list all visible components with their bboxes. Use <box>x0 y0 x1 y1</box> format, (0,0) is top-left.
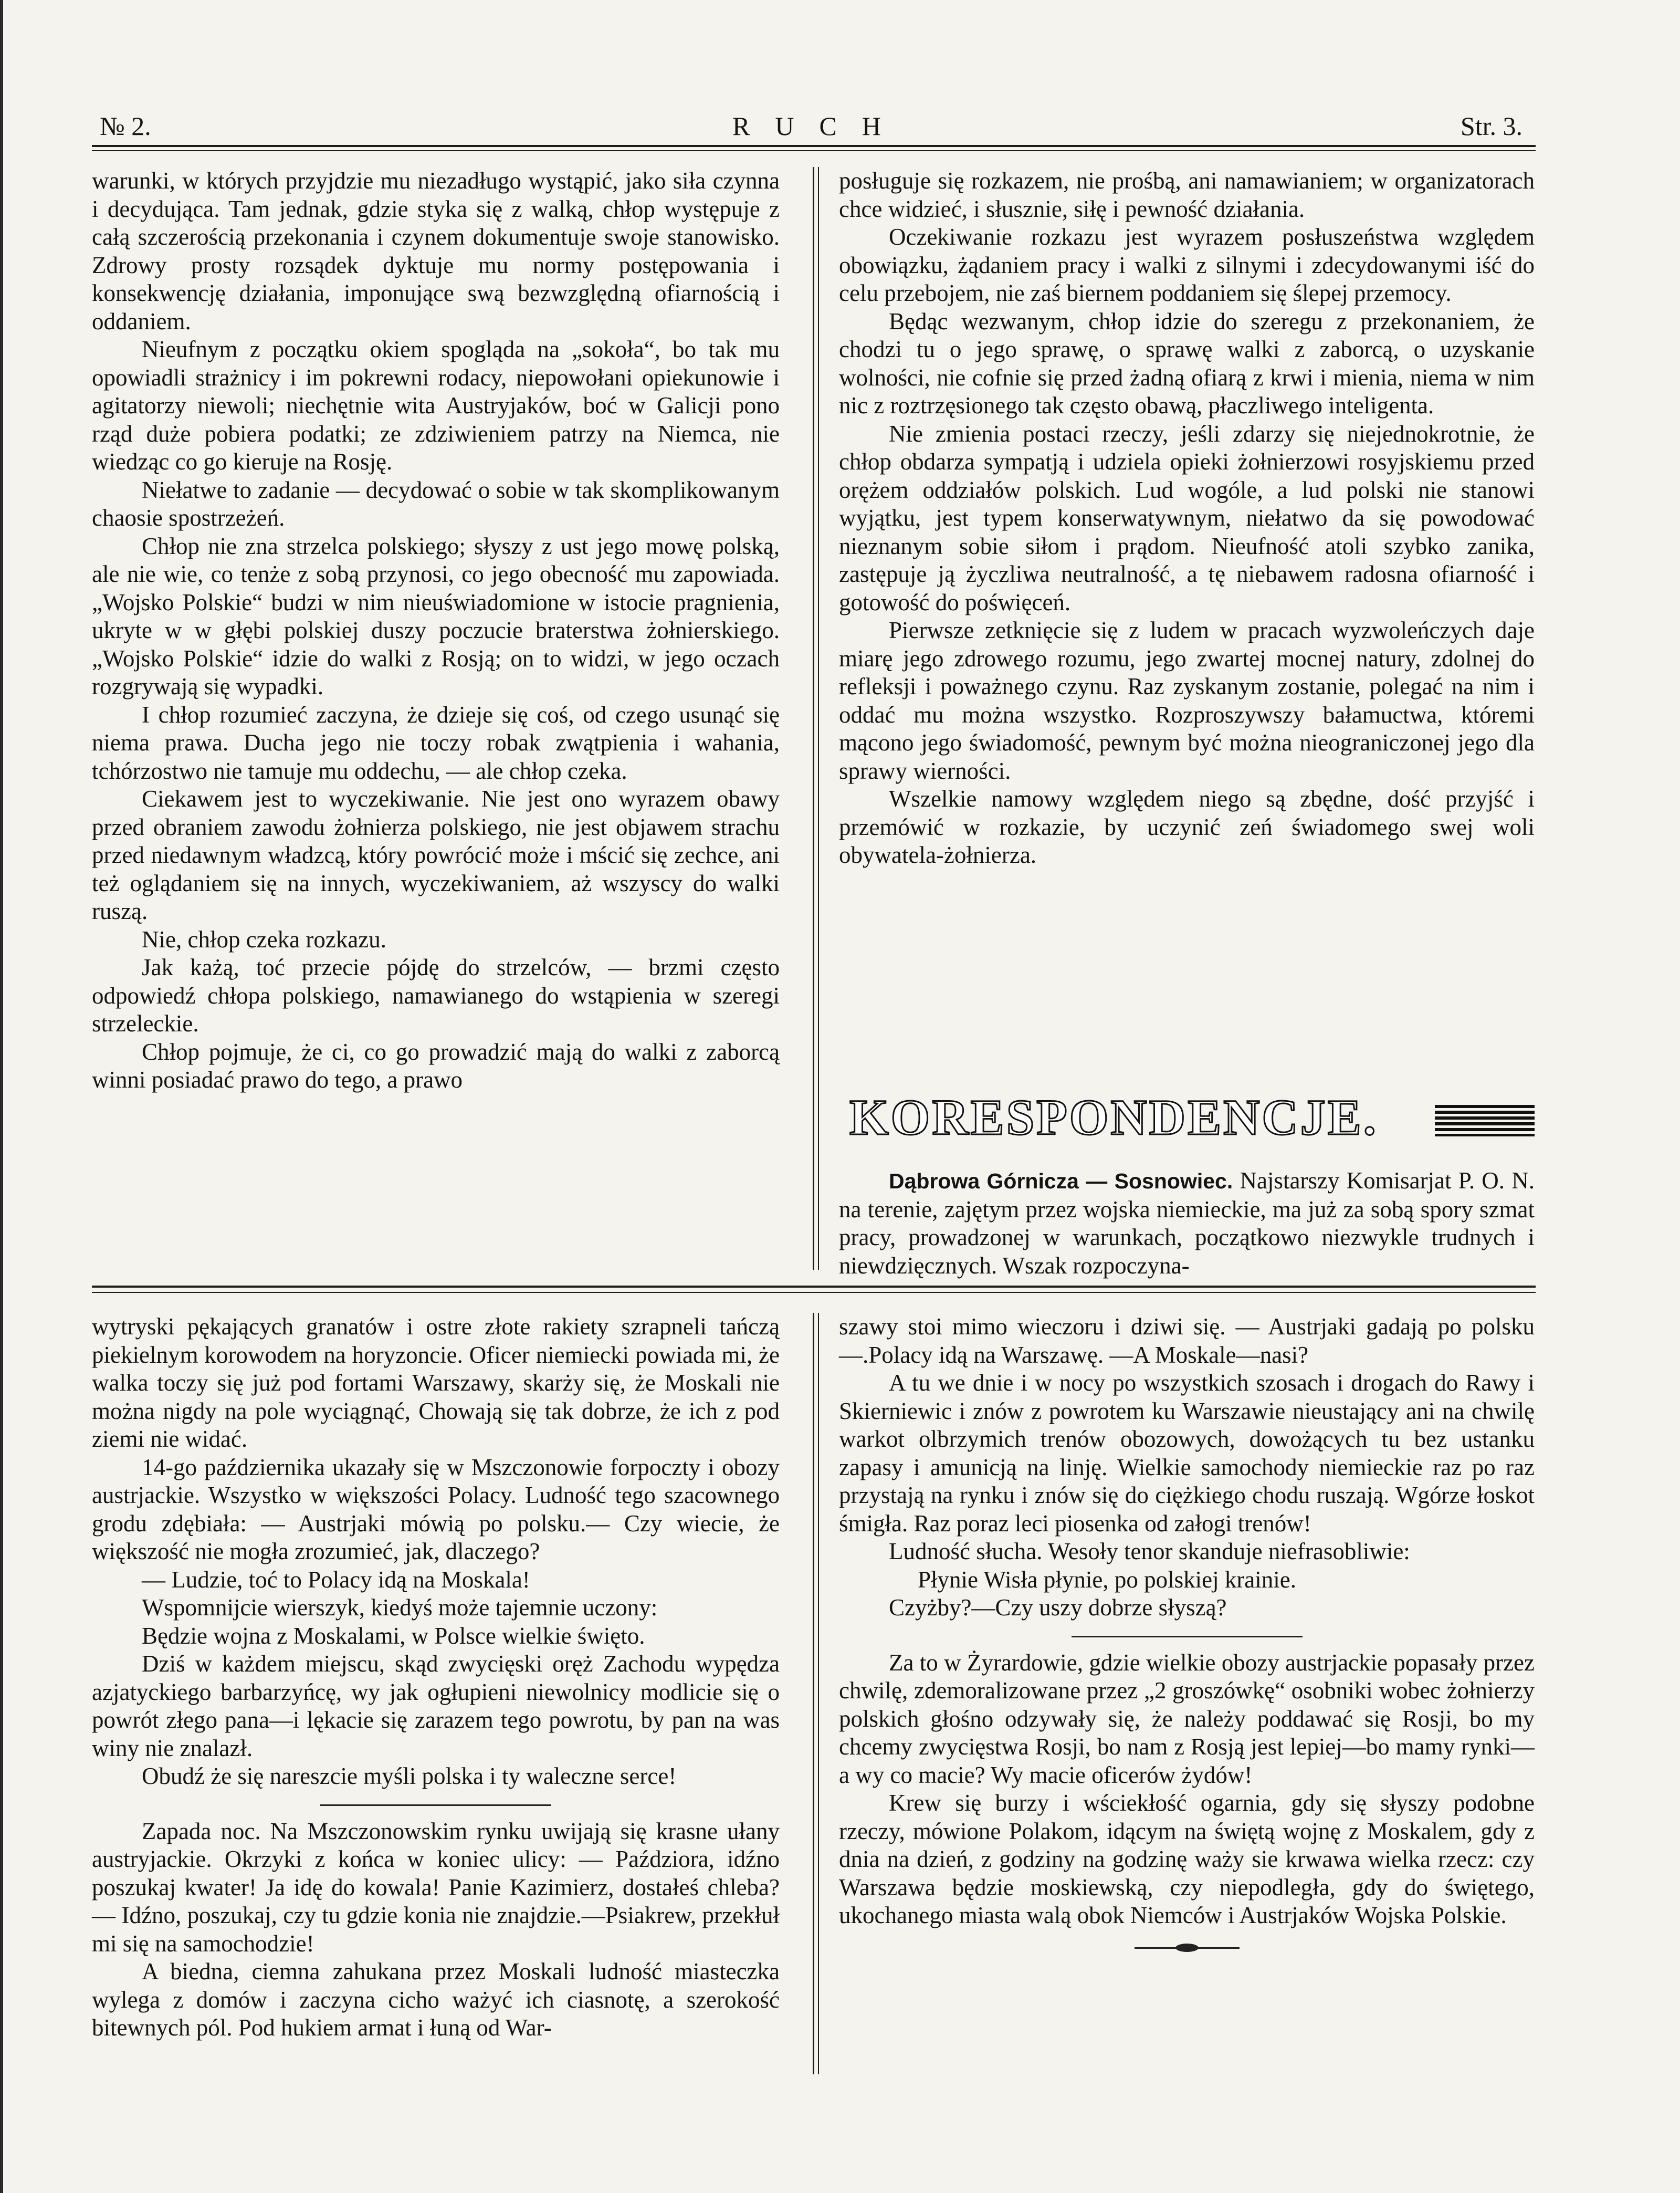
bottom-left-column <box>92 1313 780 2074</box>
paragraph: wytryski pękających granatów i ostre złote rakiety szrapneli tańczą piekielnym korowodem na horyzoncie. Oficer niemiecki powiada mi, że walka toczy się już pod fortami Warszawy, skarży się, że Moskali nie można nigdy na pole wyciągnąć, Chowają się tak dobrze, że ich z pod ziemi nie widać. <box>92 1313 780 1452</box>
paragraph: Pierwsze zetknięcie się z ludem w pracach wyzwoleńczych daje miarę jego zdrowego rozumu, jego zwartej mocnej natury, zdolnej do refleksji i poważnego czynu. Raz zyskanym zostanie, polegać na nim i oddać mu można wszystko. Rozproszywszy bałamuctwa, któremi mącono jego świadomość, pewnym być można nieograniczonej jego dla sprawy wierności. <box>839 617 1535 784</box>
column-rule-top <box>813 167 814 1270</box>
correspondence-location: Dąbrowa Górnicza — Sosnowiec. <box>889 1169 1233 1193</box>
separator-line <box>1072 1636 1303 1637</box>
header-rule-thin <box>92 150 1536 151</box>
paragraph: posługuje się rozkazem, nie prośbą, ani namawianiem; w organizatorach chce widzieć, i słusznie, siłę i pewność działania. <box>839 168 1535 222</box>
top-right-column <box>839 167 1535 1060</box>
paragraph: Chłop nie zna strzelca polskiego; słyszy z ust jego mowę polską, ale nie wie, co tenże z sobą przynosi, co jego obecność mu zapowiada. „Wojsko Polskie“ budzi w nim nieuświadomione w istocie pragnienia, ukryte w w głębi polskiej duszy poczucie braterstwa żołnierskiego. „Wojsko Polskie“ idzie do walki z Rosją; on to widzi, w jego oczach rozgrywają się wypadki. <box>92 532 780 699</box>
section-heading-text: KORESPONDENCJE. <box>849 1089 1378 1145</box>
paragraph: Za to w Żyrardowie, gdzie wielkie obozy austrjackie popasały przez chwilę, zdemoralizowane przez „2 groszówkę“ osobniki wobec żołnierzy polskich głośno odzywały się, że należy poddawać się Rosji, bo my chcemy zwycięstwa Rosji, bo nam z Rosją jest lepiej—bo mamy rynki—a wy co macie? Wy macie oficerów żydów! <box>839 1649 1535 1788</box>
top-left-column <box>92 167 780 1291</box>
paragraph: Ludność słucha. Wesoły tenor skanduje niefrasobliwie: <box>889 1538 1410 1564</box>
paragraph: — Ludzie, toć to Polacy idą na Moskala! <box>142 1566 530 1593</box>
page-edge <box>0 0 3 2193</box>
paragraph: szawy stoi mimo wieczoru i dziwi się. — Austrjaki gadają po polsku—.Polacy idą na Warszawę. —A Moskale—nasi? <box>839 1313 1535 1368</box>
paragraph: Wspomnijcie wierszyk, kiedyś może tajemnie uczony: <box>142 1594 658 1621</box>
paragraph: Dziś w każdem miejscu, skąd zwycięski oręż Zachodu wypędza azjatyckiego barbarzyńcę, wy jak ogłupieni niewolnicy modlicie się o powrót złego pana—i lękacie się zarazem tego powrotu, by pan na was winy nie znalazł. <box>92 1651 780 1761</box>
column-rule-bottom-2 <box>818 1313 819 2074</box>
paragraph: I chłop rozumieć zaczyna, że dzieje się coś, od czego usunąć się niema prawa. Ducha jego nie toczy robak zwątpienia i wahania, tchórzostwo nie tamuje mu oddechu, — ale chłop czeka. <box>92 701 780 784</box>
paragraph: Nieufnym z początku okiem spogląda na „sokoła“, bo tak mu opowiadli strażnicy i im pokrewni rodacy, niepowołani opiekunowie i agitatorzy niewoli; niechętnie wita Austryjaków, boć w Galicji pono rząd duże pobiera podatki; ze zdziwieniem patrzy na Niemca, nie wiedząc co go kieruje na Rosję. <box>92 336 780 475</box>
paragraph: 14-go października ukazały się w Mszczonowie forpoczty i obozy austrjackie. Wszystko w większości Polacy. Ludność tego szacownego grodu zdębiała: — Austrjaki mówią po polsku.— Czy wiecie, że większość nie mogła zrozumieć, jak, dlaczego? <box>92 1454 780 1564</box>
paragraph: Niełatwe to zadanie — decydować o sobie w tak skomplikowanym chaosie spostrzeżeń. <box>92 476 780 531</box>
correspondence-text: Najstarszy Komisarjat P. O. N. na terenie, zajętym przez wojska niemieckie, ma już za sobą spory szmat pracy, prowadzonej w warunkach, początkowo niezwykle trudnych i niewdzięcznych. Wszak rozpoczyna- <box>839 1167 1535 1279</box>
section-divider <box>92 1286 1536 1288</box>
heading-ornament-bars <box>1435 1105 1535 1136</box>
separator-line <box>320 1804 551 1806</box>
paragraph: Obudź że się nareszcie myśli polska i ty waleczne serce! <box>142 1763 677 1789</box>
paragraph: A tu we dnie i w nocy po wszystkich szosach i drogach do Rawy i Skierniewic i znów z powrotem ku Warszawie nieustający ani na chwilę warkot olbrzymich trenów obozowych, dowożących tu bez ustanku zapasy i amunicją na linję. Wielkie samochody niemieckie raz po raz przystają na rynku i znów się do ciężkiego chodu ruszają. Wgórze łoskot śmigła. Raz poraz leci piosenka od załogi trenów! <box>839 1370 1535 1537</box>
paragraph: Wszelkie namowy względem niego są zbędne, dość przyjść i przemówić w rozkazie, by uczynić zeń świadomego swej woli obywatela-żołnierza. <box>839 786 1535 868</box>
column-rule-top-2 <box>818 167 819 1270</box>
paragraph: Nie, chłop czeka rozkazu. <box>142 926 386 953</box>
newspaper-title: RUCH <box>732 111 906 141</box>
paragraph: warunki, w których przyjdzie mu niezadługo wystąpić, jako siła czynna i decydująca. Tam jednak, gdzie styka się z walką, chłop występuje z całą szczerością przekonania i czynem dokumentuje swoje stanowisko. Zdrowy prosty rozsądek dyktuje mu normy postępowania i konsekwencję działania, imponujące swą bezwzględną ofiarnością i oddaniem. <box>92 168 780 335</box>
section-divider-thin <box>92 1292 1536 1293</box>
header-rule <box>92 145 1536 147</box>
paragraph: Zapada noc. Na Mszczonowskim rynku uwijają się krasne ułany austryjackie. Okrzyki z końca w koniec ulicy: — Paździora, idźno poszukaj kwater! Ja idę do kowala! Panie Kazimierz, dostałeś chleba? — Idźno, poszukaj, czy tu gdzie konia nie znajdzie.—Psiakrew, przekłuł mi się na samochodzie! <box>92 1818 780 1957</box>
paragraph: Nie zmienia postaci rzeczy, jeśli zdarzy się niejednokrotnie, że chłop obdarza sympatją i udziela opieki żołnierzowi rosyjskiemu przed orężem oddziałów polskich. Lud wogóle, a lud polski nie stanowi wyjątku, jest typem konserwatywnym, niełatwo da się powodować nieznanym sobie siłom i prądom. Nieufność atoli szybko zanika, zastępuje ją życzliwa neutralność, a tę niebawem radosna ofiarność i gotowość do poświęceń. <box>839 420 1535 615</box>
end-ornament <box>1135 1944 1240 1952</box>
paragraph: Chłop pojmuje, że ci, co go prowadzić mają do walki z zaborcą winni posiadać prawo do tego, a prawo <box>92 1038 780 1093</box>
paragraph: Oczekiwanie rozkazu jest wyrazem posłuszeństwa względem obowiązku, żądaniem pracy i walki z silnymi i zdecydowanymi iść do celu przebojem, nie zaś biernem poddaniem się ślepej przemocy. <box>839 224 1535 306</box>
correspondence-column <box>839 1167 1535 1282</box>
issue-number: № 2. <box>100 111 151 141</box>
paragraph: Czyżby?—Czy uszy dobrze słyszą? <box>889 1594 1227 1621</box>
paragraph: A biedna, ciemna zahukana przez Moskali ludność miasteczka wylega z domów i zaczyna cicho ważyć ich ciasnotę, a szerokość bitewnych pól. Pod hukiem armat i łuną od War- <box>92 1958 780 2041</box>
section-heading <box>849 1082 1535 1155</box>
verse-line: Będzie wojna z Moskalami, w Polsce wielkie święto. <box>142 1622 645 1649</box>
paragraph: Jak każą, toć przecie pójdę do strzelców, — brzmi często odpowiedź chłopa polskiego, namawianego do wstąpienia w szeregi strzeleckie. <box>92 954 780 1037</box>
paragraph: Krew się burzy i wściekłość ogarnia, gdy się słyszy podobne rzeczy, mówione Polakom, idącym na świętą wojnę z Moskalem, gdy z dnia na dzień, z godziny na godzinę waży sie krwawa wielka rzecz: czy Warszawa będzie moskiewską, czy niepodległa, gdy do świętego, ukochanego miasta walą obok Niemców i Austrjaków Wojska Polskie. <box>839 1790 1535 1928</box>
bottom-right-column <box>839 1313 1535 2074</box>
paragraph: Ciekawem jest to wyczekiwanie. Nie jest ono wyrazem obawy przed obraniem zawodu żołnierza polskiego, nie jest objawem strachu przed niedawnym władzcą, który powrócić może i mścić się zechce, ani też oglądaniem się na innych, wyczekiwaniem, aż wszyscy do walki ruszą. <box>92 786 780 924</box>
verse-line: Płynie Wisła płynie, po polskiej krainie. <box>918 1566 1297 1593</box>
column-rule-bottom <box>813 1313 814 2074</box>
page-number: Str. 3. <box>1460 111 1522 141</box>
paragraph: Będąc wezwanym, chłop idzie do szeregu z przekonaniem, że chodzi tu o jego sprawę, o sprawę walki z zaborcą, o uzyskanie wolności, nie cofnie się przed żadną ofiarą z krwi i mienia, niema w nim nic z roztrzęsionego tak często obawą, płaczliwego inteligenta. <box>839 308 1535 419</box>
